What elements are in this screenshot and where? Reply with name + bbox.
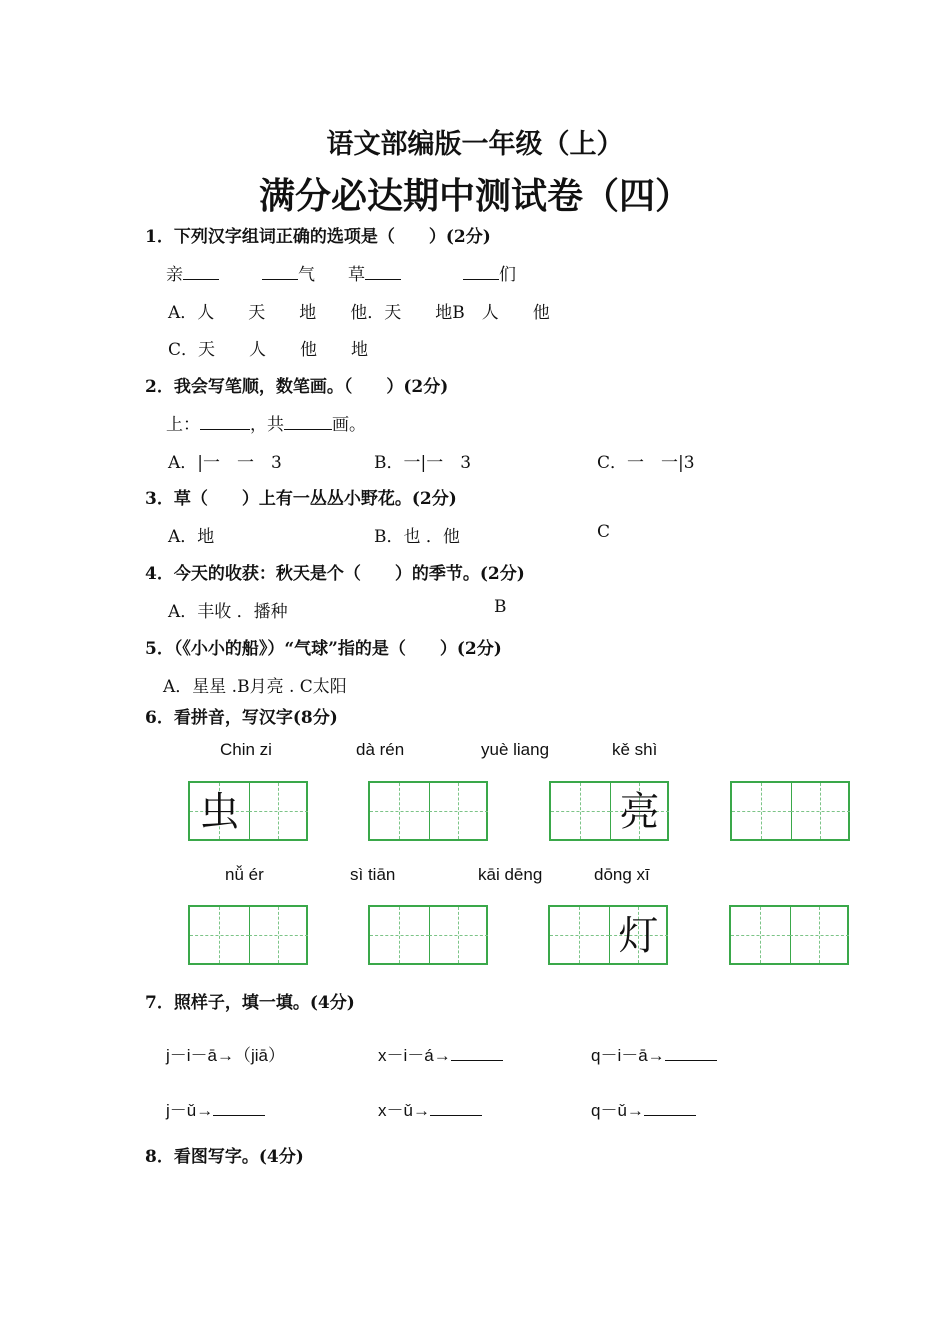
q5-options: A．星星 .B月亮 . C太阳 <box>163 677 347 697</box>
q7-item-4: j－ǔ→ <box>166 1096 265 1121</box>
q7-item-5: x－ǔ→ <box>378 1096 482 1121</box>
q6-grid-6[interactable] <box>368 905 488 965</box>
q2-option-c: C．一 一|3 <box>597 453 695 473</box>
q6-grid-5[interactable] <box>188 905 308 965</box>
q7-item-6: q－ǔ→ <box>591 1096 696 1121</box>
q3-option-c: C <box>597 522 611 542</box>
q7-item-3: q－i－ā→ <box>591 1041 717 1066</box>
q8-stem: 8．看图写字。(4分) <box>145 1147 304 1167</box>
q6-grid-4[interactable] <box>730 781 850 841</box>
q6-grid-8[interactable] <box>729 905 849 965</box>
q6-grid-7[interactable] <box>548 905 668 965</box>
q2-fill-line: 上： ，共 画。 <box>166 410 366 435</box>
q3-option-b: B．也 ．他 <box>374 527 460 547</box>
q1-word-3: 草 <box>348 260 401 285</box>
q6-pinyin-3: yuè liang <box>481 740 550 759</box>
q7-item-2: x－i－á→ <box>378 1041 503 1066</box>
q4-option-a: A．丰收 ．播种 <box>168 602 288 622</box>
q1-word-2: 气 <box>262 260 315 285</box>
q6-pinyin-4: kě shì <box>612 740 658 759</box>
q6-grid-2[interactable] <box>368 781 488 841</box>
q4-stem: 4．今天的收获：秋天是个（ ）的季节。(2分) <box>145 564 525 584</box>
q6-pinyin-1: Chin zi <box>220 740 272 759</box>
q6-stem: 6．看拼音，写汉字(8分) <box>145 708 338 728</box>
q6-pinyin-6: sì tiān <box>350 865 396 884</box>
q2-option-b: B．一|一 3 <box>374 453 472 473</box>
q6-grid-char: 虫 <box>199 789 240 835</box>
q1-word-1: 亲 <box>166 260 219 285</box>
q1-word-4: 们 <box>463 260 516 285</box>
q7-example: j－i－ā→（jiā） <box>166 1046 286 1065</box>
q6-grid-char: 灯 <box>618 913 659 959</box>
q6-pinyin-7: kāi dēng <box>478 865 543 884</box>
q7-stem: 7．照样子，填一填。(4分) <box>145 993 355 1013</box>
q4-option-b: B <box>494 597 507 617</box>
q6-grid-1[interactable] <box>188 781 308 841</box>
exam-subtitle: 语文部编版一年级（上） <box>326 129 624 160</box>
q6-pinyin-8: dōng xī <box>594 865 650 884</box>
q6-grid-char: 亮 <box>619 789 660 835</box>
q1-option-a: A．人 天 地 他．天 地B 人 他 <box>168 303 550 323</box>
q1-stem: 1．下列汉字组词正确的选项是（ ）(2分) <box>145 227 491 247</box>
q2-stem: 2．我会写笔顺，数笔画。（ ）(2分) <box>145 377 449 397</box>
q6-pinyin-5: nǚ ér <box>225 865 264 884</box>
exam-title: 满分必达期中测试卷（四） <box>258 175 691 217</box>
q1-option-c: C．天 人 他 地 <box>168 340 369 360</box>
q5-stem: 5．（《小小的船》）“气球”指的是（ ）(2分) <box>145 639 502 659</box>
q3-stem: 3．草（ ）上有一丛丛小野花。(2分) <box>145 489 457 509</box>
q6-pinyin-2: dà rén <box>356 740 405 759</box>
q3-option-a: A．地 <box>168 527 215 547</box>
q2-option-a: A．|一 一 3 <box>168 453 282 473</box>
q6-grid-3[interactable] <box>549 781 669 841</box>
